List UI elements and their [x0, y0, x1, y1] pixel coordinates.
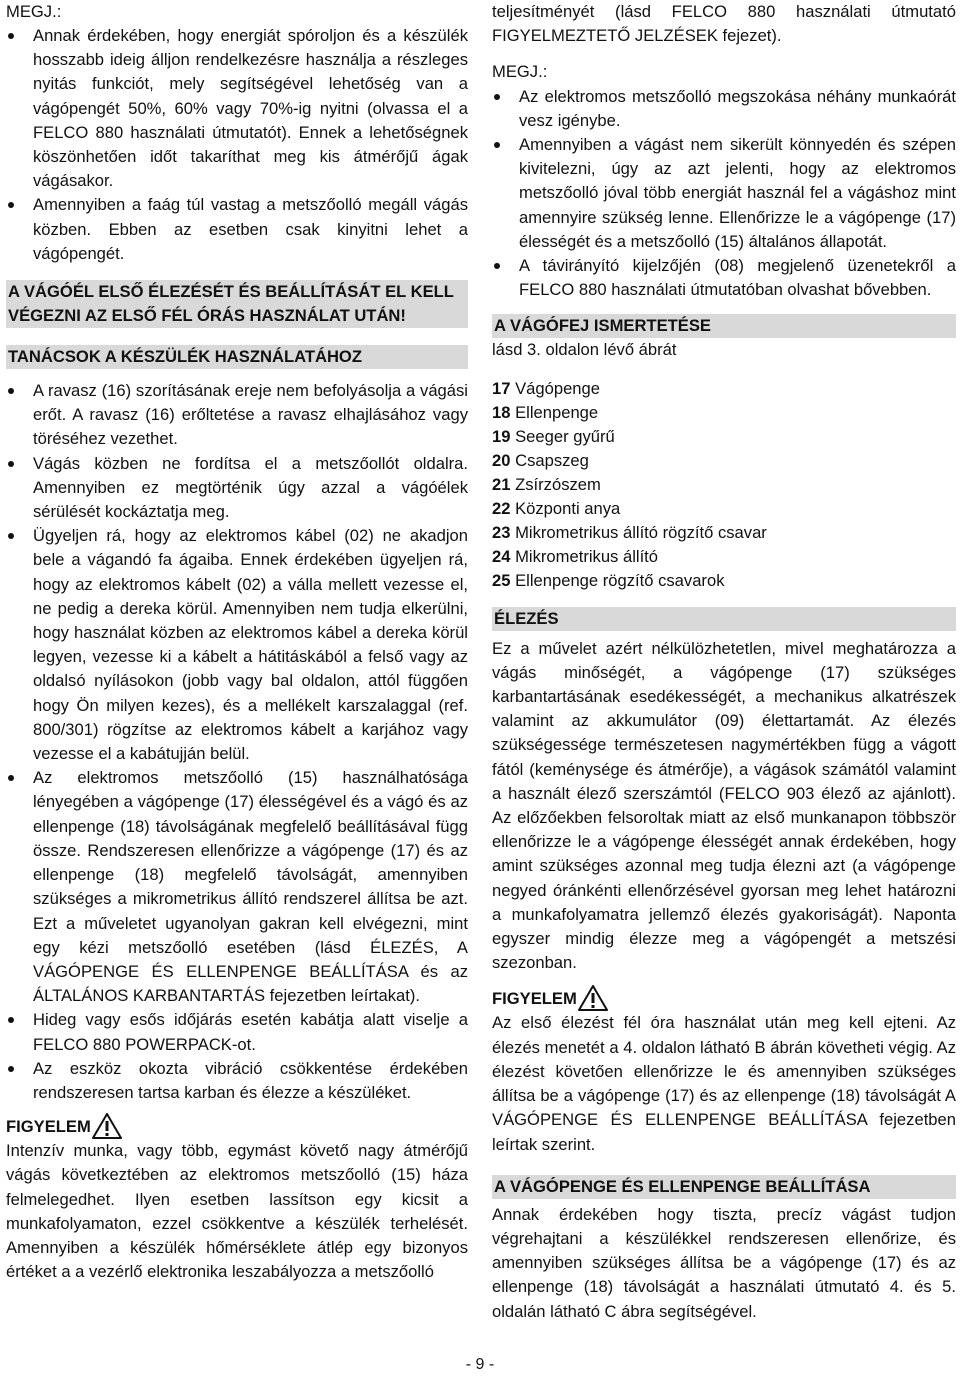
- list-item: Amennyiben a faág túl vastag a metszőolló megáll vágás közben. Ebben az esetben csak kinyitni lehet a vágópengét.: [6, 193, 468, 266]
- sharpening-paragraph: Ez a művelet azért nélkülözhetetlen, mivel meghatározza a vágás minőségét, a vágópenge (17) szükséges karbantartásának esedékességét, a mechanikus alkatrészek valamint az akkumulátor (09) élettartamát. Az élezés szükségessége természetesen nagymértékben függ a vágott fától (keménysége és átmérője), a vágások számától valamint a használt élező szerszámtól (FELCO 903 élező az ajánlott). Az előzőekben felsoroltak miatt az első munkanapon többször ellenőrizze le a vágópenge élességét annak érdekében, hogy amint szükséges azonnal meg tudja élezni azt (a vágópenge negyed óránkénti ellenőrzésével gyorsan meg lehet határozni a munkafolyamatra jellemző élezés gyakoriságát). Naponta egyszer mindig élezze meg a vágópengét a metszési szezonban.: [492, 638, 956, 973]
- list-item: 18 Ellenpenge: [492, 402, 599, 422]
- list-item: 24 Mikrometrikus állító: [492, 546, 659, 566]
- blade-adjustment-paragraph: Annak érdekében hogy tiszta, precíz vágást tudjon végrehajtani a készülékkel rendszeresen ellenőrize, és amennyiben szükséges állítsa be a vágópenge (17) és az ellenpenge (18) távolságát a használati útmutató 4. és 5. oldalán látható C ábra segítségével.: [492, 1204, 956, 1321]
- list-item: Amennyiben a vágást nem sikerült könnyedén és szépen kivitelezni, úgy az azt jelenti, hogy az elektromos metszőolló jóval több energiát használ fel a vágáshoz mint amennyire szükség lenne. Ellenőrizze le a vágópenge (17) élességét és a metszőolló (15) általános állapotát.: [492, 133, 956, 254]
- list-item: A ravasz (16) szorításának ereje nem befolyásolja a vágási erőt. A ravasz (16) erőltetése a ravasz elhajlásához vagy töréséhez vezethet.: [6, 379, 468, 452]
- parts-list: [492, 377, 956, 593]
- page-number: - 9 -: [465, 1356, 495, 1373]
- intro-bullet-list: [6, 24, 468, 266]
- megj-bullet-list: [492, 85, 956, 303]
- list-item: 25 Ellenpenge rögzítő csavarok: [492, 570, 725, 590]
- blade-adjustment-heading: A VÁGÓPENGE ÉS ELLENPENGE BEÁLLÍTÁSA: [492, 1175, 956, 1199]
- tips-section-heading: TANÁCSOK A KÉSZÜLÉK HASZNÁLATÁHOZ: [6, 345, 468, 369]
- list-item: A távirányító kijelzőjén (08) megjelenő üzenetekről a FELCO 880 használati útmutatóban olvashat bővebben.: [492, 254, 956, 302]
- figyelem-paragraph-left: Intenzív munka, vagy több, egymást követő nagy átmérőjű vágás következtében az elektromos metszőolló (15) háza felmelegedhet. Ilyen esetben lassítson egy kicsit a munkafolyamaton, ezzel csökkentve a készülék terhelését. Amennyiben a készülék hőmérséklete átlép egy bizonyos értéket a a vezérlő elektronika leszabályozza a metszőolló: [6, 1141, 468, 1282]
- megj-label: MEGJ.:: [6, 2, 62, 21]
- list-item: Az elektromos metszőolló (15) használhatósága lényegében a vágópenge (17) élességével és a vágó és az ellenpenge (18) távolságának megfelelő beállításával függ össze. Rendszeresen ellenőrizze a vágópenge (17) és az ellenpenge (18) megfelelő távolságát, amennyiben szükséges a mikrometrikus állító rendszerel állítsa be azt. Ezt a műveletet ugyanolyan gakran kell elvégezni, mint egy kézi metszőolló esetében (lásd ÉLEZÉS, A VÁGÓPENGE ÉS ELLENPENGE BEÁLLÍTÁSA és az ÁLTALÁNOS KARBANTARTÁS fejezetben leírtakat).: [6, 766, 468, 1008]
- left-column: [6, 0, 468, 1284]
- sharpening-heading: ÉLEZÉS: [492, 607, 956, 631]
- list-item: 21 Zsírzószem: [492, 474, 601, 494]
- megj-label-right: MEGJ.:: [492, 62, 548, 82]
- first-sharpening-warning-heading: A VÁGÓÉL ELSŐ ÉLEZÉSÉT ÉS BEÁLLÍTÁSÁT EL KELL VÉGEZNI AZ ELSŐ FÉL ÓRÁS HASZNÁLAT UTÁN!: [6, 280, 468, 328]
- continuation-paragraph: teljesítményét (lásd FELCO 880 használati útmutató FIGYELMEZTETŐ JELZÉSEK fejezet).: [492, 2, 956, 46]
- figyelem-label: FIGYELEM: [6, 1116, 91, 1136]
- list-item: 19 Seeger gyűrű: [492, 426, 615, 446]
- list-item: Ügyeljen rá, hogy az elektromos kábel (02) ne akadjon bele a vágandó fa ágaiba. Ennek érdekében ügyeljen rá, hogy az elektromos kábelt (02) a válla mellett vezesse el, ne pedig a dereka körül. Amennyiben nem tudja elkerülni, hogy használat közben az elektromos kábel a dereka körül legyen, vezesse ki a kábelt a hátitáskából a felső vagy az oldalsó nyílásokon (jobb vagy bal oldalon, attól függően hogy Ön milyen kezes), és a mellékelt karszalaggal (ref. 800/301) rögzítse az elektromos kábelt a karjához vagy vezesse el a kabátujján belül.: [6, 524, 468, 766]
- figyelem-paragraph-right: Az első élezést fél óra használat után meg kell ejteni. Az élezés menetét a 4. oldalon látható B ábrán követheti végig. Az élezést követően ellenőrizze le és amennyiben szükséges állítsa be a vágópenge (17) és az ellenpenge (18) távolságát A VÁGÓPENGE ÉS ELLENPENGE BEÁLLÍTÁSA fejezetben leírtak szerint.: [492, 1013, 956, 1154]
- figyelem-label: FIGYELEM: [492, 989, 577, 1009]
- tips-bullet-list: [6, 379, 468, 1105]
- list-item: Annak érdekében, hogy energiát spóroljon és a készülék hosszabb ideig álljon rendelkezésre használja a részleges nyitás funkciót, mely segítségével lehetőség van a vágópengét 50%, 60% vagy 70%-ig nyitni (olvassa el a FELCO 880 használati útmutatót). Ennek a lehetőségnek köszönhetően időt takaríthat meg kis átmérőjű ágak vágásakor.: [6, 24, 468, 193]
- figyelem-heading-left: [6, 1113, 468, 1139]
- list-item: 23 Mikrometrikus állító rögzítő csavar: [492, 522, 767, 542]
- list-item: 17 Vágópenge: [492, 378, 600, 398]
- list-item: 20 Csapszeg: [492, 450, 589, 470]
- figyelem-heading-right: [492, 985, 956, 1011]
- cutting-head-reference: lásd 3. oldalon lévő ábrát: [492, 340, 677, 360]
- list-item: Az eszköz okozta vibráció csökkentése érdekében rendszeresen tartsa karban és élezze a készüléket.: [6, 1057, 468, 1105]
- list-item: 22 Központi anya: [492, 498, 621, 518]
- right-column: [492, 0, 956, 1324]
- warning-triangle-icon: [578, 985, 608, 1011]
- warning-triangle-icon: [92, 1113, 122, 1139]
- list-item: Hideg vagy esős időjárás esetén kabátja alatt viselje a FELCO 880 POWERPACK-ot.: [6, 1008, 468, 1056]
- list-item: Az elektromos metszőolló megszokása néhány munkaórát vesz igénybe.: [492, 85, 956, 133]
- cutting-head-heading: A VÁGÓFEJ ISMERTETÉSE: [492, 314, 956, 338]
- list-item: Vágás közben ne fordítsa el a metszőollót oldalra. Amennyiben ez megtörténik úgy azzal a vágóélek sérülését kockáztatja meg.: [6, 452, 468, 525]
